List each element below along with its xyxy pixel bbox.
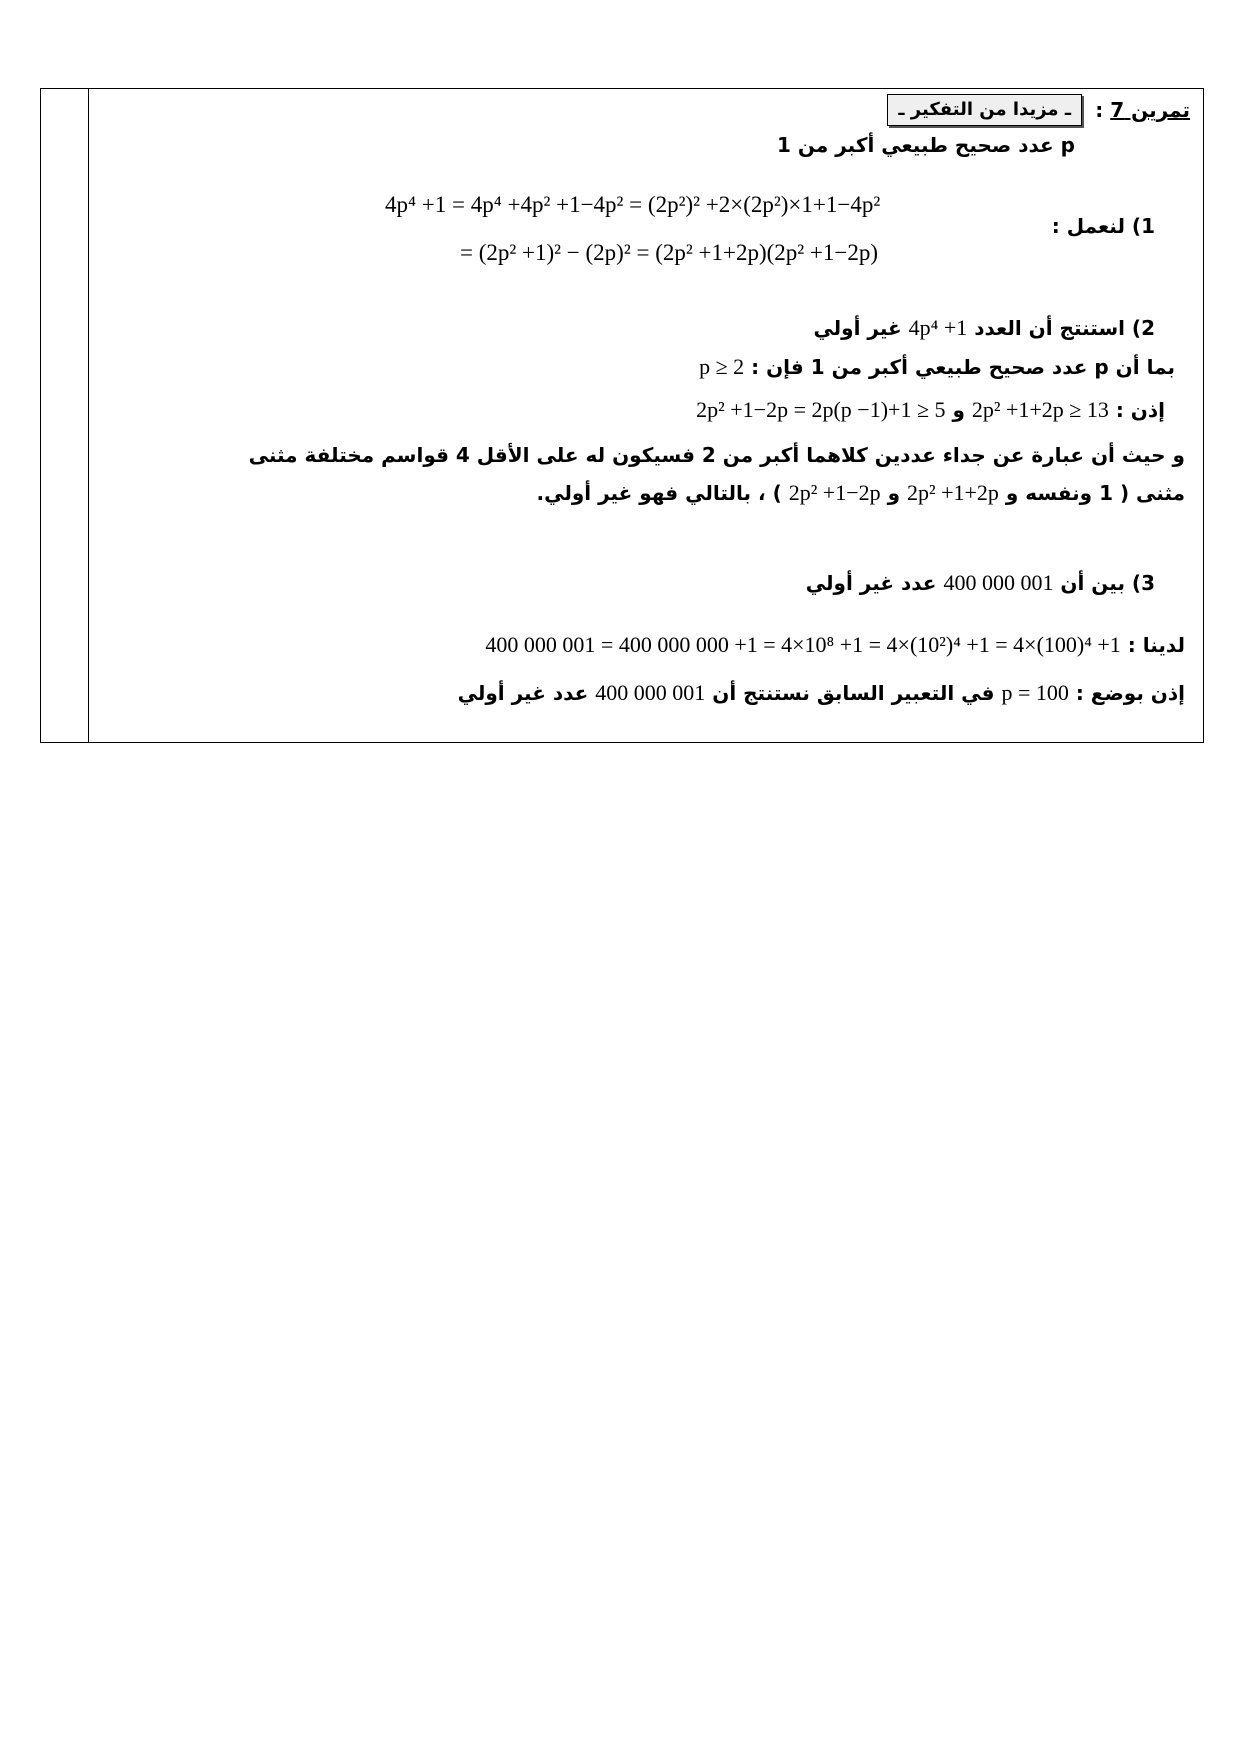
part2-conclusion-line2 xyxy=(536,478,1185,508)
part3-heading-tail: عدد غير أولي xyxy=(805,571,937,595)
part2-heading-tail: غير أولي xyxy=(813,316,902,340)
part2-then-text: إذن : xyxy=(1115,398,1165,422)
part3-heading-number: 400 000 001 xyxy=(943,570,1054,595)
part2-heading xyxy=(813,313,1155,343)
part2-then-line xyxy=(696,395,1165,425)
part3-heading xyxy=(806,568,1155,598)
part2-heading-text: 2) استنتج أن العدد xyxy=(974,316,1155,340)
part2-conclusion-start: مثنى ( 1 ونفسه و xyxy=(1005,481,1185,505)
part3-final-math: p = 100 xyxy=(1001,680,1069,705)
part3-have-text: لدينا : xyxy=(1127,633,1185,657)
part3-final-number: 400 000 001 xyxy=(595,680,706,705)
part3-final-text-b: في التعبير السابق نستنتج أن xyxy=(712,681,995,705)
title-colon: : xyxy=(1095,98,1104,122)
part1-label: 1) لنعمل : xyxy=(1051,214,1155,238)
part2-since-text: بما أن p عدد صحيح طبيعي أكبر من 1 فإن : xyxy=(751,355,1175,379)
part2-conclusion-math-a: 2p² +1+2p xyxy=(906,480,999,505)
part3-final-tail: عدد غير أولي xyxy=(457,681,589,705)
given-statement: p عدد صحيح طبيعي أكبر من 1 xyxy=(777,133,1075,157)
part2-conclusion-tail: ) ، بالتالي فهو غير أولي. xyxy=(536,481,782,505)
part2-since-math: p ≥ 2 xyxy=(699,354,745,379)
part3-have-line xyxy=(485,630,1185,660)
part2-heading-math: 4p⁴ +1 xyxy=(908,315,968,340)
part1-equation-line1: 4p⁴ +1 = 4p⁴ +4p² +1−4p² = (2p²)² +2×(2p²)×1+1−4p² xyxy=(385,192,881,217)
part2-conclusion-math-b: 2p² +1−2p xyxy=(788,480,881,505)
exercise-number: تمرين 7 xyxy=(1110,98,1190,122)
part2-then-math-a: 2p² +1+2p ≥ 13 xyxy=(971,397,1109,422)
part2-then-and: و xyxy=(952,398,965,422)
exercise-subtitle: ـ مزيدا من التفكير ـ xyxy=(887,94,1082,126)
part3-have-math: 400 000 001 = 400 000 000 +1 = 4×10⁸ +1 = 4×(10²)⁴ +1 = 4×(100)⁴ +1 xyxy=(485,632,1121,657)
part3-heading-text: 3) بين أن xyxy=(1060,571,1155,595)
part3-final-line xyxy=(458,678,1185,708)
margin-column xyxy=(88,89,89,742)
part2-since-line xyxy=(699,352,1175,382)
part1-equation-line2: = (2p² +1)² − (2p)² = (2p² +1+2p)(2p² +1−2p) xyxy=(460,240,879,265)
part2-then-math-b: 2p² +1−2p = 2p(p −1)+1 ≥ 5 xyxy=(696,397,946,422)
part2-conclusion-and: و xyxy=(887,481,901,505)
exercise-title xyxy=(1095,95,1190,125)
part3-final-text-a: إذن بوضع : xyxy=(1075,681,1185,705)
part2-conclusion-line1: و حيث أن عبارة عن جداء عددين كلاهما أكبر من 2 فسيكون له على الأقل 4 قواسم مختلفة مثنى xyxy=(248,443,1185,467)
